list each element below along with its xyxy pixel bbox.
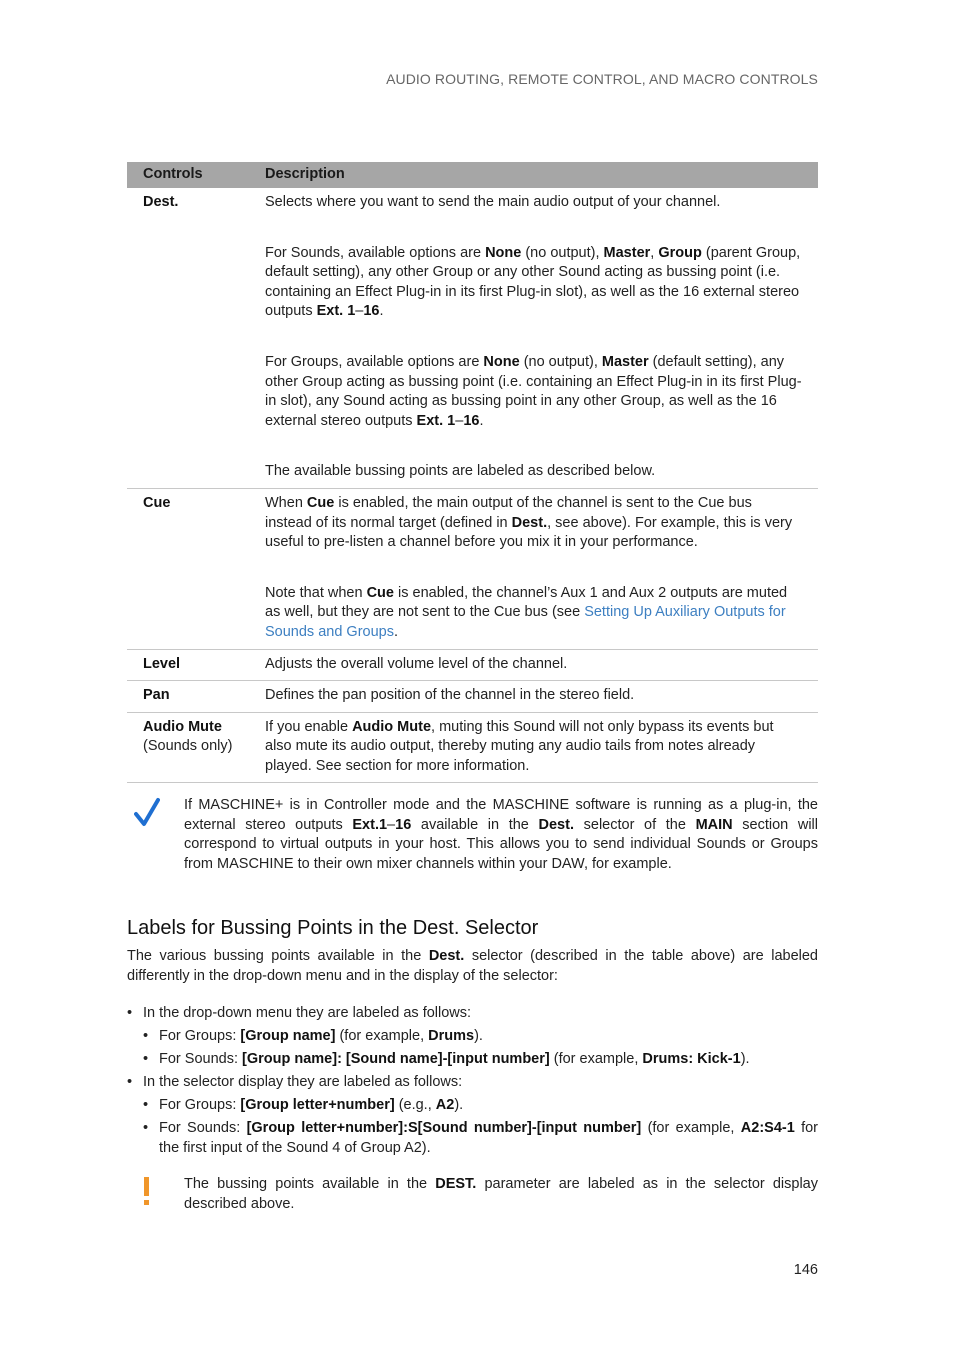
control-description-audio-mute: If you enable Audio Mute, muting this Sound will not only bypass its events but also mute its audio output, thereby muting any audio tails from notes already played. See section for more information. [250,712,818,783]
list-item-dropdown: • In the drop-down menu they are labeled as follows: • For Groups: [Group name] (for example, Drums). • For Sounds: [Group name]: [Sound name]-[input number] (for example, Drums: Kick-1). [127,1004,818,1070]
section-intro: The various bussing points available in the Dest. selector (described in the table above) are labeled differently in the drop-down menu and in the display of the selector: [127,948,818,984]
control-name-level: Level [127,649,250,681]
note-dest-parameter: The bussing points available in the DEST. parameter are labeled as in the selector display described above. [184,1176,818,1212]
control-name-audio-mute-qualifier: (Sounds only) [143,738,233,755]
warning-exclamation-icon [141,1176,153,1215]
table-row-dest [127,188,818,488]
control-name-pan: Pan [127,681,250,713]
control-name-cue: Cue [127,488,250,649]
control-description-cue [250,488,818,649]
control-description-dest [250,188,818,488]
control-name-dest: Dest. [127,188,250,488]
table-row-cue [127,488,818,649]
control-name-audio-mute: Audio Mute (Sounds only) [127,712,250,783]
section-heading: Labels for Bussing Points in the Dest. Selector [127,917,539,939]
link-setting-up-auxiliary-outputs[interactable]: Setting Up Auxiliary Outputs for Sounds and Groups [265,604,786,640]
note-controller-mode: If MASCHINE+ is in Controller mode and the MASCHINE software is running as a plug-in, the external stereo outputs Ext.1–16 available in the Dest. selector of the MAIN section will correspond to virtual outputs in your host. This allows you to send individual Sounds or Groups from MASCHINE to their own mixer channels within your DAW, for example. [184,797,818,872]
table-row-pan [127,681,818,713]
control-description-level: Adjusts the overall volume level of the channel. [250,649,818,681]
column-header-description: Description [250,162,818,188]
cue-para-2: Note that when Cue is enabled, the channel’s Aux 1 and Aux 2 outputs are muted as well, but they are not sent to the Cue bus (see Setting Up Auxiliary Outputs for Sounds and Groups. [265,584,788,640]
dest-para-4: The available bussing points are labeled as described below. [265,463,656,480]
page-number: 146 [793,1262,818,1278]
table-row-audio-mute [127,712,818,783]
list-item-dropdown-groups: • For Groups: [Group name] (for example, Drums). [143,1027,818,1047]
table-row-level [127,649,818,681]
cue-para-1: When Cue is enabled, the main output of the channel is sent to the Cue bus instead of its normal target (defined in Dest., see above). For example, this is very useful to pre-listen a channel before you mix it in your performance. [265,494,793,551]
bussing-labels-list [127,1004,818,1162]
control-description-pan: Defines the pan position of the channel in the stereo field. [250,681,818,713]
table-header-row [127,162,818,188]
list-item-display-sounds: • For Sounds: [Group letter+number]:S[Sound number]-[input number] (for example, A2:S4-1 for the first input of the Sound 4 of Group A2). [143,1119,818,1158]
list-item-display: • In the selector display they are labeled as follows: • For Groups: [Group letter+number] (e.g., A2). • For Sounds: [Group letter+number]:S[Sound number]-[input number] (for example, A2:S4-1 for the first input of the Sound 4 of Group A2). [127,1073,818,1158]
controls-table [127,162,818,783]
column-header-controls: Controls [127,162,250,188]
dest-para-1: Selects where you want to send the main audio output of your channel. [265,194,721,210]
dest-para-3: For Groups, available options are None (no output), Master (default setting), any other Group acting as bussing point (i.e. containing an Effect Plug-in in its first Plug-in slot), any Sound acting as bussing point in any other Group, as well as the 16 external stereo outputs Ext. 1–16. [265,353,802,429]
list-item-display-groups: • For Groups: [Group letter+number] (e.g., A2). [143,1096,818,1116]
running-header: AUDIO ROUTING, REMOTE CONTROL, AND MACRO CONTROLS [386,71,818,87]
checkmark-icon [134,797,160,834]
list-item-dropdown-sounds: • For Sounds: [Group name]: [Sound name]-[input number] (for example, Drums: Kick-1). [143,1050,818,1070]
dest-para-2: For Sounds, available options are None (no output), Master, Group (parent Group, default setting), any other Group or any other Sound acting as bussing point (i.e. containing an Effect Plug-in in its first Plug-in slot), as well as the 16 external stereo outputs Ext. 1–16. [265,244,801,320]
